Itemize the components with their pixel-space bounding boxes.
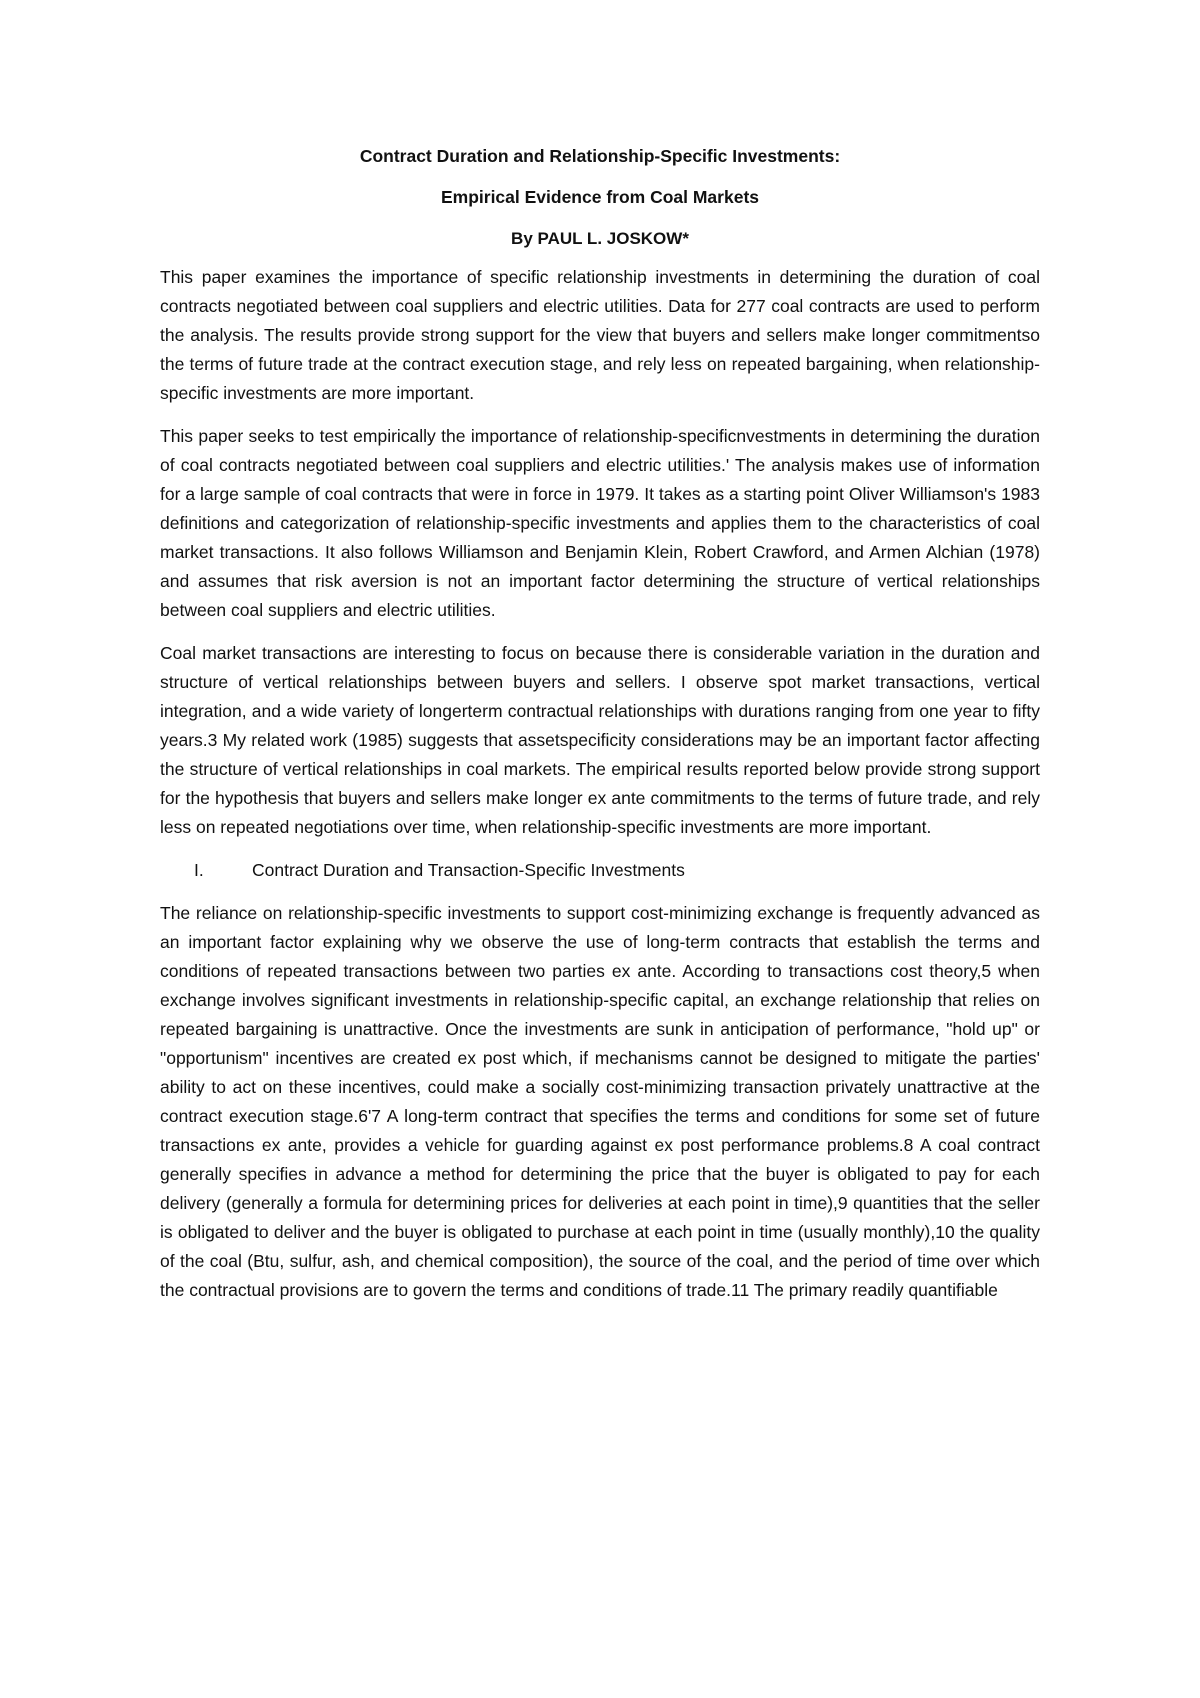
paper-page (160, 142, 1040, 1319)
title-block (160, 142, 1040, 253)
intro-paragraph-2: Coal market transactions are interesting to focus on because there is considerable variation in the duration and structure of vertical relationships between buyers and sellers. I observe spot market transactions, vertical integration, and a wide variety of longerterm contractual relationships with durations ranging from one year to fifty years.3 My related work (1985) suggests that assetspecificity considerations may be an important factor affecting the structure of vertical relationships in coal markets. The empirical results reported below provide strong support for the hypothesis that buyers and sellers make longer ex ante commitments to the terms of future trade, and rely less on repeated negotiations over time, when relationship-specific investments are more important. (160, 643, 1040, 837)
section-title: Contract Duration and Transaction-Specific Investments (252, 860, 685, 880)
intro-paragraph-1: This paper seeks to test empirically the importance of relationship-specificnvestments in determining the duration of coal contracts negotiated between coal suppliers and electric utilities.' The analysis makes use of information for a large sample of coal contracts that were in force in 1979. It takes as a starting point Oliver Williamson's 1983 definitions and categorization of relationship-specific investments and applies them to the characteristics of coal market transactions. It also follows Williamson and Benjamin Klein, Robert Crawford, and Armen Alchian (1978) and assumes that risk aversion is not an important factor determining the structure of vertical relationships between coal suppliers and electric utilities. (160, 426, 1040, 620)
abstract-paragraph: This paper examines the importance of specific relationship investments in determining the duration of coal contracts negotiated between coal suppliers and electric utilities. Data for 277 coal contracts are used to perform the analysis. The results provide strong support for the view that buyers and sellers make longer commitmentso the terms of future trade at the contract execution stage, and rely less on repeated bargaining, when relationship-specific investments are more important. (160, 267, 1040, 403)
paper-subtitle: Empirical Evidence from Coal Markets (440, 187, 760, 207)
paper-title: Contract Duration and Relationship-Specific Investments: (359, 146, 841, 166)
section-heading (160, 856, 1040, 885)
author-byline: By PAUL L. JOSKOW* (511, 229, 689, 248)
section-number: I. (194, 860, 204, 880)
section-paragraph-1: The reliance on relationship-specific investments to support cost-minimizing exchange is frequently advanced as an important factor explaining why we observe the use of long-term contracts that establish the terms and conditions of repeated transactions between two parties ex ante. According to transactions cost theory,5 when exchange involves significant investments in relationship-specific capital, an exchange relationship that relies on repeated bargaining is unattractive. Once the investments are sunk in anticipation of performance, "hold up" or "opportunism" incentives are created ex post which, if mechanisms cannot be designed to mitigate the parties' ability to act on these incentives, could make a socially cost-minimizing transaction privately unattractive at the contract execution stage.6'7 A long-term contract that specifies the terms and conditions for some set of future transactions ex ante, provides a vehicle for guarding against ex post performance problems.8 A coal contract generally specifies in advance a method for determining the price that the buyer is obligated to pay for each delivery (generally a formula for determining prices for deliveries at each point in time),9 quantities that the seller is obligated to deliver and the buyer is obligated to purchase at each point in time (usually monthly),10 the quality of the coal (Btu, sulfur, ash, and chemical composition), the source of the coal, and the period of time over which the contractual provisions are to govern the terms and conditions of trade.11 The primary readily quantifiable (160, 903, 1040, 1300)
